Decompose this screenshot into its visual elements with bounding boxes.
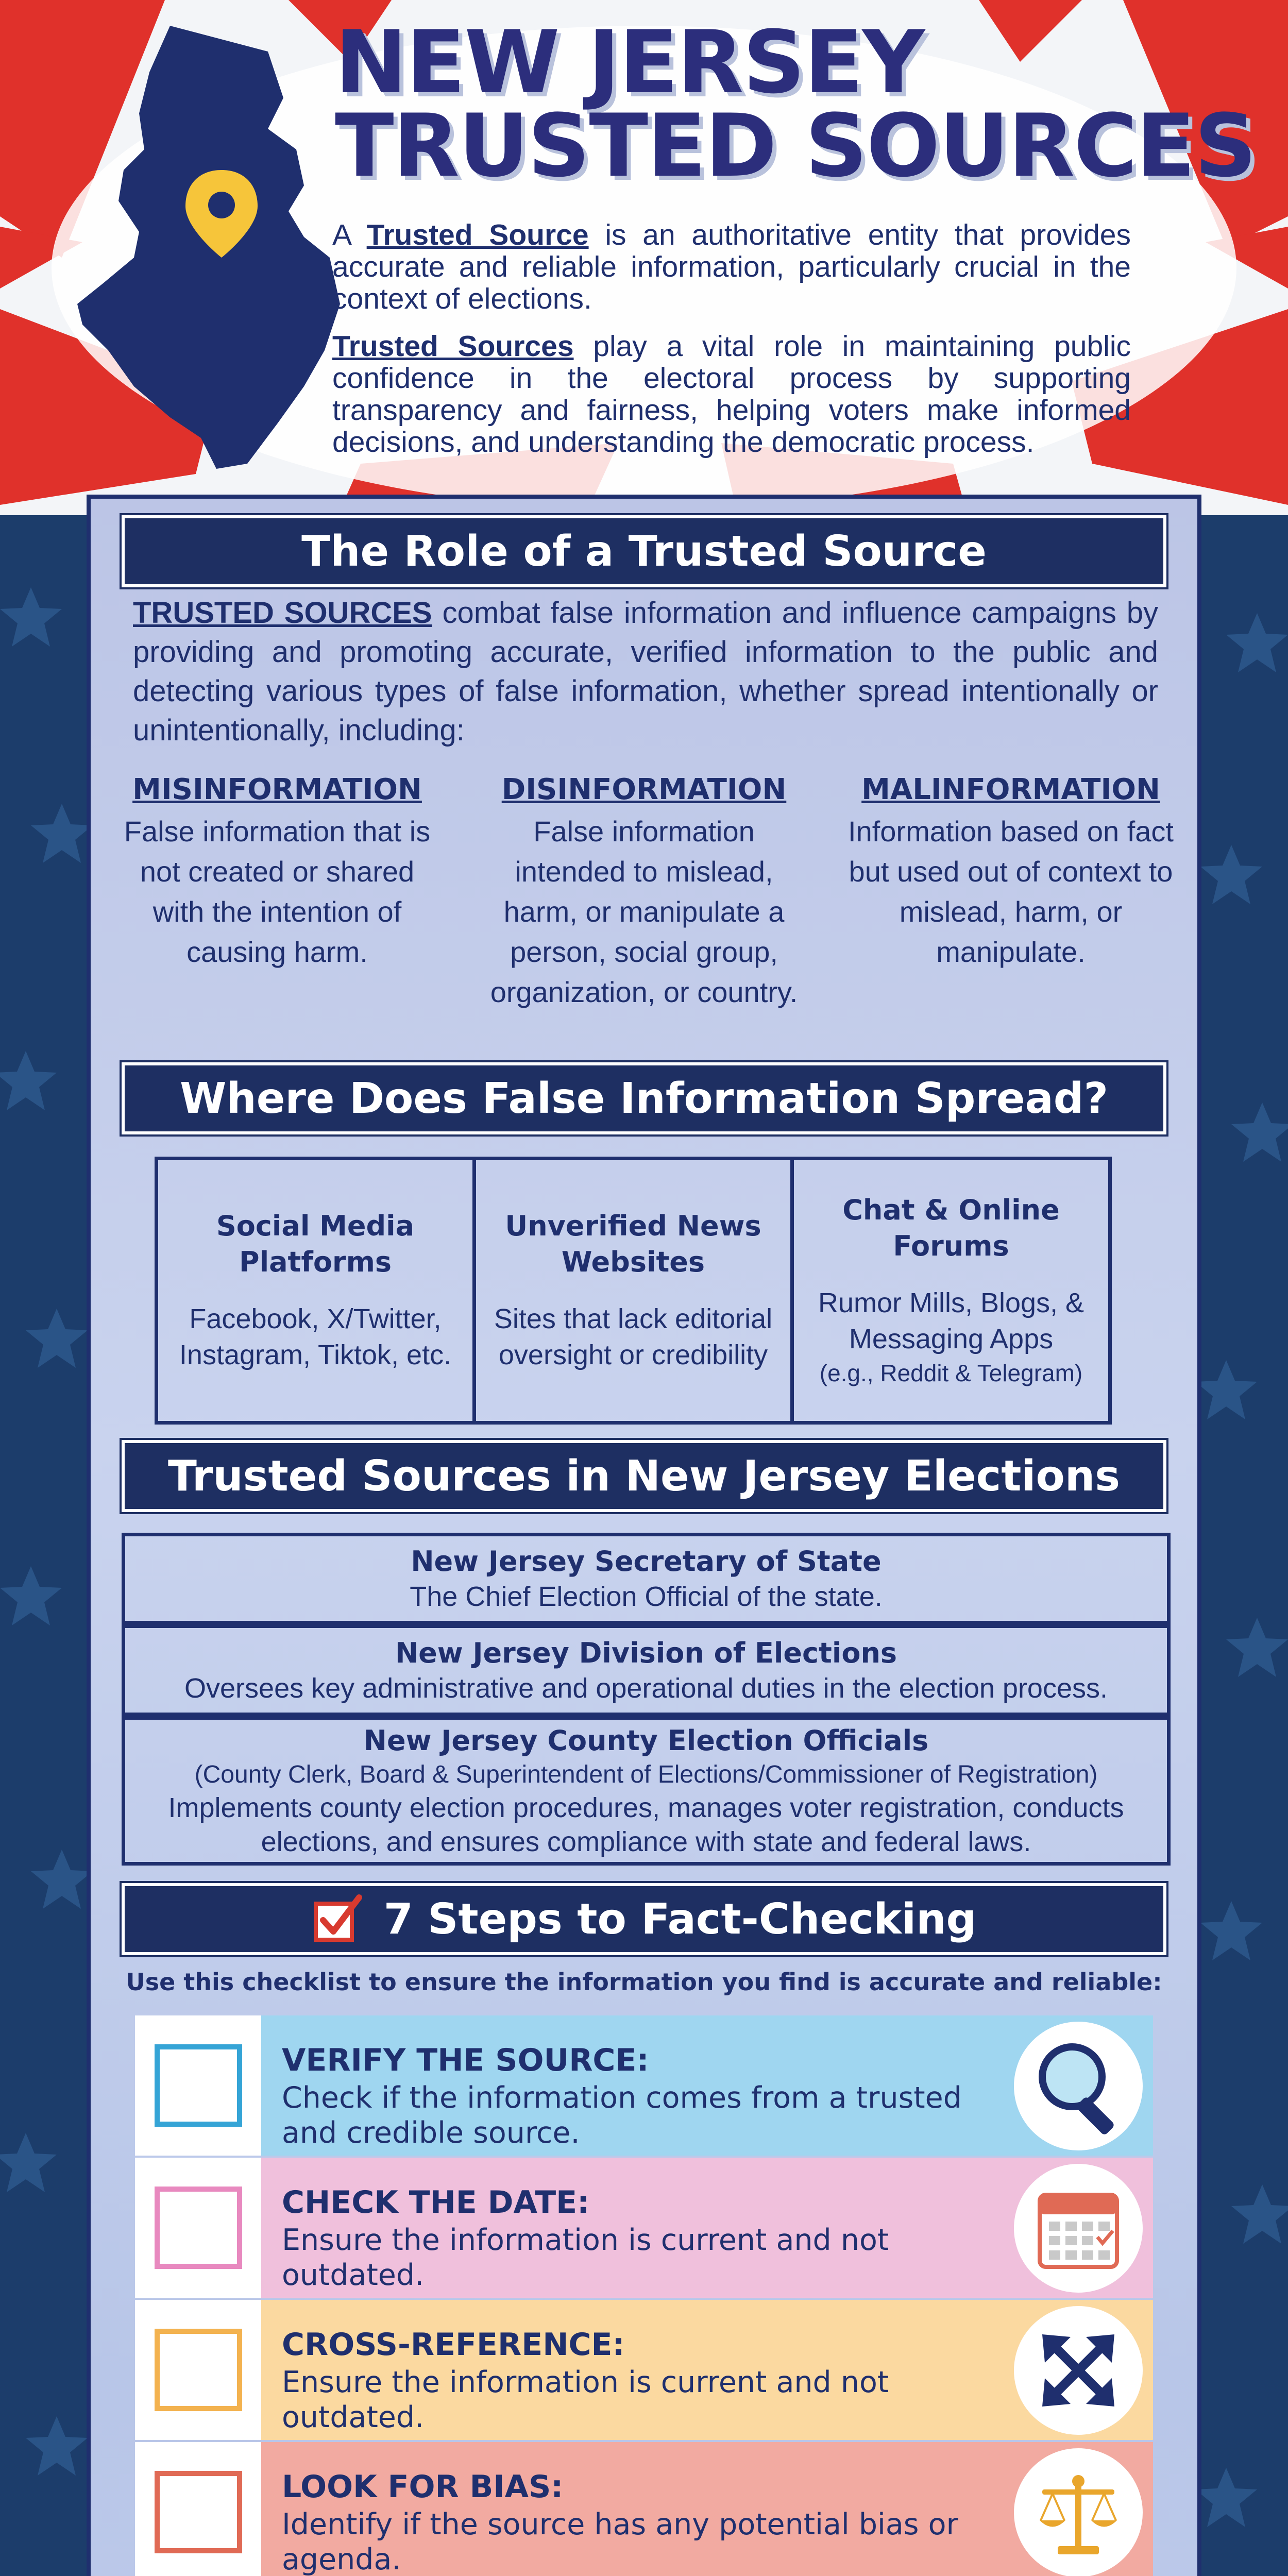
step-text: Ensure the information is current and not outdated. <box>282 2223 889 2292</box>
spread-cell-title: Social Media Platforms <box>216 1210 415 1278</box>
step-title: CHECK THE DATE: <box>282 2184 590 2221</box>
step-title: VERIFY THE SOURCE: <box>282 2042 649 2078</box>
scales-icon <box>1014 2448 1143 2576</box>
spread-cell-news <box>476 1160 794 1421</box>
intro-text <box>332 219 1131 473</box>
trusted-source-term: Trusted Source <box>366 218 589 251</box>
step-check-date[interactable] <box>135 2158 1153 2298</box>
step-text: Identify if the source has any potential bias or agenda. <box>282 2507 958 2576</box>
title-line-2: TRUSTED SOURCES <box>335 95 1256 196</box>
intro-paragraph-2: Trusted Sources play a vital role in maintaining public confidence in the electoral process by supporting transparency and fairness, helping voters make informed decisions, and understanding the democratic process. <box>332 330 1131 459</box>
step-look-for-bias[interactable] <box>135 2442 1153 2576</box>
new-jersey-map-icon <box>62 15 350 479</box>
trusted-sources-term: Trusted Sources <box>332 330 574 363</box>
official-desc: Implements county election procedures, manages voter registration, conducts elections, and ensures compliance with state and federal laws. <box>168 1792 1124 1857</box>
malinformation-desc: Information based on fact but used out of context to mislead, harm, or manipulate. <box>848 815 1174 968</box>
step-text: Ensure the information is current and not outdated. <box>282 2365 889 2434</box>
malinformation-title: MALINFORMATION <box>861 773 1160 806</box>
disinformation-column <box>479 773 809 1012</box>
misinformation-column <box>112 773 442 972</box>
official-sub: (County Clerk, Board & Superintendent of Elections/Commissioner of Registration) <box>194 1761 1098 1788</box>
misinformation-desc: False information that is not created or shared with the intention of causing harm. <box>124 815 431 968</box>
step-title: CROSS-REFERENCE: <box>282 2327 625 2363</box>
step-text: Check if the information comes from a trusted and credible source. <box>282 2081 962 2150</box>
step-cross-reference[interactable] <box>135 2300 1153 2440</box>
official-division-of-elections <box>122 1624 1171 1716</box>
step-checkbox[interactable] <box>155 2329 242 2411</box>
disinformation-title: DISINFORMATION <box>501 773 787 806</box>
spread-heading: Where Does False Information Spread? <box>122 1062 1166 1134</box>
step-checkbox[interactable] <box>155 2187 242 2269</box>
step-title: LOOK FOR BIAS: <box>282 2469 564 2505</box>
official-title: New Jersey Division of Elections <box>395 1637 897 1669</box>
spread-cell-title: Chat & Online Forums <box>842 1194 1060 1262</box>
official-secretary-of-state <box>122 1533 1171 1624</box>
checklist-intro: Use this checklist to ensure the information you find is accurate and reliable: <box>126 1968 1162 1996</box>
role-heading: The Role of a Trusted Source <box>122 515 1166 587</box>
step-checkbox[interactable] <box>155 2044 242 2127</box>
official-county-election-officials <box>122 1716 1171 1866</box>
magnifier-icon <box>1014 2022 1143 2150</box>
spread-cell-forums <box>794 1160 1108 1421</box>
calendar-icon <box>1014 2164 1143 2293</box>
misinformation-title: MISINFORMATION <box>132 773 422 806</box>
spread-cell-title: Unverified News Websites <box>505 1210 761 1278</box>
role-term: TRUSTED SOURCES <box>133 596 432 630</box>
title-line-1: NEW JERSEY <box>335 12 924 113</box>
spread-grid <box>155 1157 1112 1425</box>
elections-heading: Trusted Sources in New Jersey Elections <box>122 1440 1166 1512</box>
intro-paragraph-1: A Trusted Source is an authoritative entity that provides accurate and reliable information, particularly crucial in the context of elections. <box>332 218 1131 315</box>
spread-cell-extra: (e.g., Reddit & Telegram) <box>819 1360 1083 1386</box>
fact-check-title: 7 Steps to Fact-Checking <box>383 1894 977 1944</box>
official-title: New Jersey County Election Officials <box>363 1724 929 1757</box>
role-description: TRUSTED SOURCES combat false information and influence campaigns by providing and promoting accurate, verified information to the public and detecting various types of false information, whether spread intentionally or unintentionally, including: <box>133 596 1159 747</box>
spread-cell-social <box>158 1160 476 1421</box>
page-title <box>335 12 1262 196</box>
malinformation-column <box>846 773 1176 972</box>
disinformation-desc: False information intended to mislead, harm, or manipulate a person, social group, organization, or country. <box>490 815 798 1008</box>
spread-cell-desc: Sites that lack editorial oversight or credibility <box>494 1303 773 1370</box>
spread-cell-desc: Facebook, X/Twitter, Instagram, Tiktok, etc. <box>179 1303 452 1370</box>
fact-check-heading <box>122 1883 1166 1955</box>
arrows-icon <box>1014 2306 1143 2435</box>
official-desc: The Chief Election Official of the state. <box>410 1581 883 1612</box>
checkbox-checked-icon <box>312 1893 363 1945</box>
spread-cell-desc: Rumor Mills, Blogs, & Messaging Apps <box>818 1287 1084 1354</box>
official-title: New Jersey Secretary of State <box>411 1545 882 1578</box>
step-verify-source[interactable] <box>135 2015 1153 2156</box>
step-checkbox[interactable] <box>155 2471 242 2553</box>
official-desc: Oversees key administrative and operational duties in the election process. <box>184 1673 1108 1704</box>
